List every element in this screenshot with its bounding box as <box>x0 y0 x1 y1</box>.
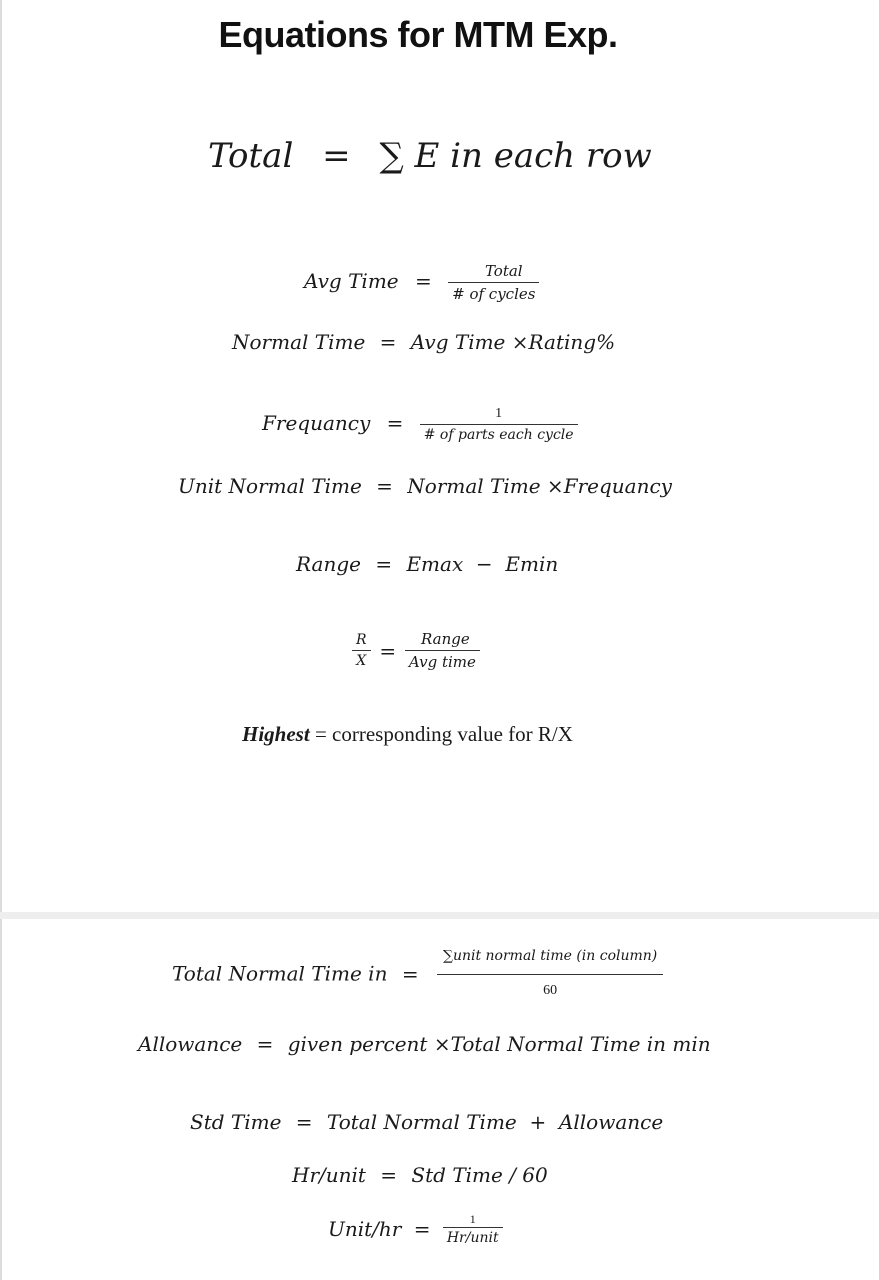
r-over-x-lhs-fraction <box>352 632 371 669</box>
total-lhs: Total <box>208 136 294 176</box>
unit-per-hr-lhs: Unit/hr <box>328 1217 402 1241</box>
total-normal-time-numerator: ∑unit normal time (in column) <box>437 948 663 975</box>
equals-sign: = <box>375 552 393 576</box>
equals-sign: = <box>401 961 419 986</box>
hr-per-unit-lhs: Hr/unit <box>292 1163 366 1187</box>
equation-range <box>296 552 558 576</box>
total-normal-time-lhs: Total Normal Time in <box>172 961 388 986</box>
equation-frequancy <box>262 406 578 443</box>
equation-unit-normal-time <box>178 474 672 498</box>
equation-total <box>208 136 652 176</box>
equation-std-time <box>190 1110 663 1134</box>
frequancy-numerator: 1 <box>420 406 578 425</box>
total-normal-time-denominator: 60 <box>543 983 558 998</box>
equals-sign: = <box>379 330 397 354</box>
equals-sign: = <box>376 474 393 498</box>
avg-time-lhs: Avg Time <box>304 269 399 293</box>
equals-sign: = <box>380 1163 398 1187</box>
r-over-x-lhs-numerator: R <box>352 632 371 651</box>
page-title: Equations for MTM Exp. <box>218 14 618 55</box>
equals-sign: = <box>322 136 351 176</box>
r-over-x-rhs-denominator: Avg time <box>408 653 476 671</box>
avg-time-denominator: # of cycles <box>452 285 536 303</box>
unit-per-hr-fraction <box>443 1212 503 1246</box>
unit-per-hr-denominator: Hr/unit <box>446 1230 499 1246</box>
equation-hr-per-unit <box>292 1163 548 1187</box>
page-left-border <box>0 0 2 1280</box>
avg-time-fraction <box>448 262 539 303</box>
std-time-rhs: Total Normal Time + Allowance <box>326 1110 664 1134</box>
highest-rhs: = corresponding value for R/X <box>309 722 573 746</box>
equation-allowance <box>138 1032 711 1056</box>
std-time-lhs: Std Time <box>190 1110 282 1134</box>
normal-time-lhs: Normal Time <box>232 330 366 354</box>
equals-sign: = <box>379 638 397 663</box>
highest-lhs: Highest <box>242 722 310 746</box>
normal-time-rhs: Avg Time ×Rating% <box>410 330 616 354</box>
equals-sign: = <box>256 1032 274 1056</box>
avg-time-numerator: Total <box>448 262 539 283</box>
total-normal-time-fraction <box>437 948 663 999</box>
equals-sign: = <box>413 1217 431 1241</box>
unit-normal-time-rhs: Normal Time ×Frequancy <box>407 474 672 498</box>
allowance-lhs: Allowance <box>138 1032 243 1056</box>
section-divider <box>0 912 879 919</box>
frequancy-denominator: # of parts each cycle <box>423 427 574 443</box>
equation-unit-per-hr <box>328 1212 503 1246</box>
equals-sign: = <box>386 411 404 435</box>
r-over-x-lhs-denominator: X <box>356 653 367 669</box>
r-over-x-rhs-numerator: Range <box>405 630 480 651</box>
range-lhs: Range <box>296 552 361 576</box>
equals-sign: = <box>295 1110 313 1134</box>
frequancy-fraction <box>420 406 578 443</box>
equation-r-over-x <box>352 630 480 671</box>
allowance-rhs: given percent ×Total Normal Time in min <box>287 1032 711 1056</box>
equation-normal-time <box>232 330 615 354</box>
range-rhs: Emax − Emin <box>406 552 559 576</box>
hr-per-unit-rhs: Std Time / 60 <box>411 1163 548 1187</box>
equals-sign: = <box>415 269 432 293</box>
equation-avg-time <box>304 262 539 303</box>
sigma-symbol: ∑ <box>379 136 404 176</box>
r-over-x-rhs-fraction <box>405 630 480 671</box>
frequancy-lhs: Frequancy <box>262 411 371 435</box>
total-rhs: E in each row <box>414 136 652 176</box>
unit-normal-time-lhs: Unit Normal Time <box>178 474 362 498</box>
unit-per-hr-numerator: 1 <box>443 1212 503 1228</box>
equation-highest <box>242 722 573 747</box>
equation-total-normal-time <box>172 948 663 999</box>
